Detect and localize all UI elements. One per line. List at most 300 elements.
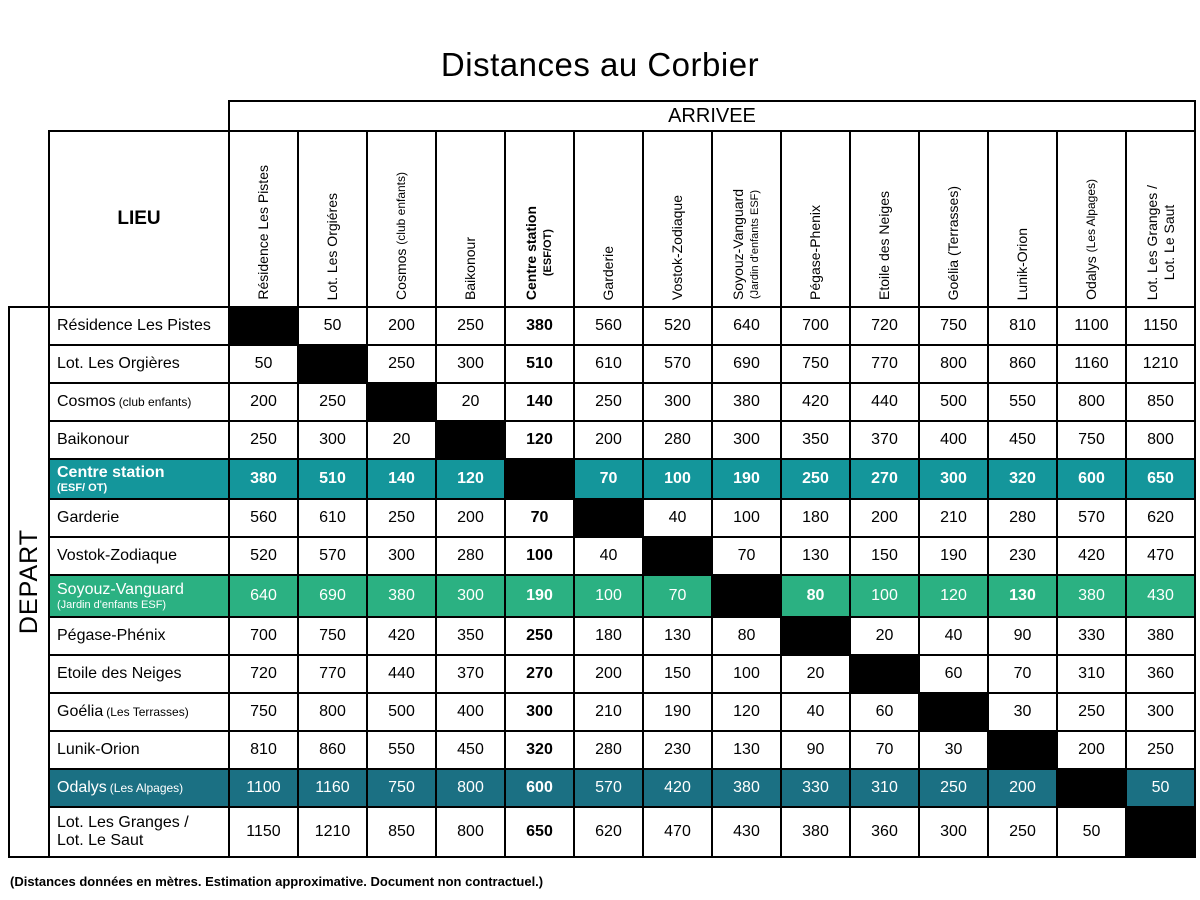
distance-cell: 300 <box>505 693 574 731</box>
distance-cell: 520 <box>643 307 712 345</box>
distance-cell: 190 <box>505 575 574 617</box>
table-row-12 <box>9 769 1195 807</box>
distance-cell: 210 <box>919 499 988 537</box>
distance-cell: 60 <box>850 693 919 731</box>
column-header-text <box>876 191 893 300</box>
distance-cell: 750 <box>367 769 436 807</box>
column-header-main: Lot. Les Orgiéres <box>324 192 341 300</box>
row-header-main: Etoile des Neiges <box>57 665 182 683</box>
distance-cell: 20 <box>436 383 505 421</box>
distance-cell: 380 <box>712 383 781 421</box>
distance-cell: 770 <box>850 345 919 383</box>
row-header-12 <box>49 769 229 807</box>
column-header-11 <box>988 131 1057 307</box>
distance-cell: 120 <box>712 693 781 731</box>
distance-cell: 350 <box>781 421 850 459</box>
row-header-main: Résidence Les Pistes <box>57 317 211 335</box>
distance-cell: 750 <box>781 345 850 383</box>
diagonal-cell <box>574 499 643 537</box>
diagonal-cell <box>367 383 436 421</box>
distance-cell: 470 <box>1126 537 1195 575</box>
distance-cell: 250 <box>574 383 643 421</box>
distance-cell: 640 <box>229 575 298 617</box>
distance-cell: 70 <box>850 731 919 769</box>
table-row-7 <box>9 575 1195 617</box>
distance-cell: 280 <box>436 537 505 575</box>
distance-cell: 120 <box>505 421 574 459</box>
table-row-2 <box>9 383 1195 421</box>
distance-cell: 280 <box>988 499 1057 537</box>
column-header-text <box>523 206 557 300</box>
distance-cell: 300 <box>919 807 988 857</box>
arrivee-header: ARRIVEE <box>229 101 1195 131</box>
distance-cell: 230 <box>643 731 712 769</box>
distance-cell: 550 <box>988 383 1057 421</box>
distance-cell: 380 <box>229 459 298 499</box>
table-row-9 <box>9 655 1195 693</box>
column-header-text <box>669 195 686 300</box>
distance-cell: 20 <box>367 421 436 459</box>
lieu-header: LIEU <box>49 131 229 307</box>
distance-cell: 570 <box>574 769 643 807</box>
distance-cell: 360 <box>850 807 919 857</box>
distance-cell: 200 <box>367 307 436 345</box>
distance-cell: 70 <box>505 499 574 537</box>
column-header-12 <box>1057 131 1126 307</box>
distance-cell: 250 <box>781 459 850 499</box>
distance-cell: 200 <box>574 421 643 459</box>
distance-cell: 70 <box>574 459 643 499</box>
table-row-3 <box>9 421 1195 459</box>
row-header-main: Garderie <box>57 509 120 527</box>
distance-cell: 250 <box>367 345 436 383</box>
arrivee-row <box>9 101 1195 131</box>
distance-cell: 360 <box>1126 655 1195 693</box>
row-header-4 <box>49 459 229 499</box>
distance-cell: 100 <box>712 499 781 537</box>
distance-cell: 90 <box>988 617 1057 655</box>
column-header-main: Garderie <box>600 245 617 300</box>
column-header-7 <box>712 131 781 307</box>
column-header-main: Lot. Les Granges / <box>1143 184 1160 300</box>
distance-cell: 100 <box>574 575 643 617</box>
distance-cell: 510 <box>298 459 367 499</box>
distance-cell: 330 <box>1057 617 1126 655</box>
distance-cell: 560 <box>229 499 298 537</box>
distance-cell: 800 <box>919 345 988 383</box>
column-header-main: Baikonour <box>462 236 479 300</box>
column-header-text <box>807 205 824 300</box>
column-header-main: Cosmos <box>393 248 410 300</box>
column-header-3 <box>436 131 505 307</box>
distance-cell: 320 <box>505 731 574 769</box>
distance-cell: 370 <box>850 421 919 459</box>
distance-cell: 750 <box>229 693 298 731</box>
distance-cell: 860 <box>988 345 1057 383</box>
distance-cell: 440 <box>850 383 919 421</box>
page-title: Distances au Corbier <box>440 46 760 83</box>
row-header-main: Lunik-Orion <box>57 741 140 759</box>
distance-cell: 130 <box>781 537 850 575</box>
row-header-main: Odalys <box>57 779 107 797</box>
distance-cell: 550 <box>367 731 436 769</box>
column-header-sub: (Jardin d'enfants ESF) <box>748 189 761 300</box>
distance-cell: 380 <box>1057 575 1126 617</box>
row-header-5 <box>49 499 229 537</box>
distance-cell: 300 <box>919 459 988 499</box>
distance-cell: 250 <box>367 499 436 537</box>
distance-cell: 330 <box>781 769 850 807</box>
distance-cell: 770 <box>298 655 367 693</box>
corner-spacer-2 <box>9 131 49 307</box>
distance-cell: 440 <box>367 655 436 693</box>
distance-cell: 300 <box>436 575 505 617</box>
distance-cell: 280 <box>574 731 643 769</box>
distance-cell: 750 <box>1057 421 1126 459</box>
distance-cell: 570 <box>1057 499 1126 537</box>
distance-cell: 20 <box>850 617 919 655</box>
table-row-5 <box>9 499 1195 537</box>
column-header-text <box>1014 228 1031 300</box>
distance-cell: 70 <box>643 575 712 617</box>
row-header-8 <box>49 617 229 655</box>
distance-cell: 810 <box>988 307 1057 345</box>
distance-cell: 50 <box>229 345 298 383</box>
depart-header-text: DEPART <box>15 529 43 635</box>
column-header-row <box>9 131 1195 307</box>
distance-cell: 450 <box>436 731 505 769</box>
distance-cell: 230 <box>988 537 1057 575</box>
column-header-13 <box>1126 131 1195 307</box>
distance-cell: 420 <box>1057 537 1126 575</box>
row-header-sub: (ESF/ OT) <box>57 481 108 494</box>
column-header-9 <box>850 131 919 307</box>
diagonal-cell <box>229 307 298 345</box>
row-header-main: Centre station <box>57 463 165 481</box>
column-header-main: Lunik-Orion <box>1014 227 1031 300</box>
distance-cell: 720 <box>850 307 919 345</box>
row-header-main: Vostok-Zodiaque <box>57 547 178 565</box>
distance-cell: 100 <box>712 655 781 693</box>
distance-cell: 70 <box>712 537 781 575</box>
distance-cell: 250 <box>436 307 505 345</box>
distance-cell: 600 <box>1057 459 1126 499</box>
distance-cell: 500 <box>919 383 988 421</box>
row-header-13 <box>49 807 229 857</box>
distance-cell: 180 <box>781 499 850 537</box>
column-header-text <box>945 186 962 300</box>
distance-cell: 150 <box>643 655 712 693</box>
column-header-text <box>324 193 341 300</box>
distance-cell: 430 <box>712 807 781 857</box>
distance-cell: 560 <box>574 307 643 345</box>
column-header-8 <box>781 131 850 307</box>
row-header-small: (Les Alpages) <box>109 781 184 796</box>
distance-cell: 810 <box>229 731 298 769</box>
distance-cell: 350 <box>436 617 505 655</box>
footer-note: (Distances données en mètres. Estimation approximative. Document non contractuel.) <box>10 874 544 889</box>
column-header-main: Vostok-Zodiaque <box>669 194 686 300</box>
distance-cell: 1150 <box>229 807 298 857</box>
column-header-0 <box>229 131 298 307</box>
distance-cell: 1100 <box>1057 307 1126 345</box>
distance-cell: 300 <box>1126 693 1195 731</box>
row-header-7 <box>49 575 229 617</box>
distance-cell: 300 <box>643 383 712 421</box>
depart-header <box>9 307 49 857</box>
row-header-main: Lot. Les Granges / <box>57 814 189 832</box>
distance-cell: 850 <box>367 807 436 857</box>
diagonal-cell <box>988 731 1057 769</box>
distance-cell: 420 <box>643 769 712 807</box>
distance-cell: 380 <box>367 575 436 617</box>
distance-cell: 190 <box>712 459 781 499</box>
distance-cell: 30 <box>988 693 1057 731</box>
distance-cell: 750 <box>919 307 988 345</box>
row-header-sub: (Jardin d'enfants ESF) <box>57 598 167 611</box>
distance-cell: 400 <box>436 693 505 731</box>
table-wrap <box>8 100 1196 858</box>
distance-cell: 280 <box>643 421 712 459</box>
diagonal-cell <box>919 693 988 731</box>
distance-cell: 1160 <box>1057 345 1126 383</box>
distance-cell: 380 <box>781 807 850 857</box>
distance-cell: 180 <box>574 617 643 655</box>
row-header-2 <box>49 383 229 421</box>
distance-cell: 310 <box>1057 655 1126 693</box>
diagonal-cell <box>505 459 574 499</box>
column-header-text <box>1144 185 1178 300</box>
row-header-main: Cosmos <box>57 393 116 411</box>
column-header-sub: (ESF/OT) <box>541 229 554 277</box>
distance-cell: 250 <box>988 807 1057 857</box>
column-header-1 <box>298 131 367 307</box>
column-header-line2: Lot. Le Saut <box>1160 204 1177 281</box>
distance-cell: 720 <box>229 655 298 693</box>
distance-cell: 300 <box>712 421 781 459</box>
column-header-main: Etoile des Neiges <box>876 191 893 300</box>
distance-cell: 250 <box>1126 731 1195 769</box>
distance-cell: 190 <box>919 537 988 575</box>
distance-cell: 20 <box>781 655 850 693</box>
distance-cell: 800 <box>436 807 505 857</box>
distance-cell: 400 <box>919 421 988 459</box>
distance-cell: 100 <box>643 459 712 499</box>
table-row-13 <box>9 807 1195 857</box>
distance-cell: 210 <box>574 693 643 731</box>
diagonal-cell <box>1126 807 1195 857</box>
row-header-main: Soyouz-Vanguard <box>57 580 184 598</box>
table-row-10 <box>9 693 1195 731</box>
column-header-text <box>730 189 764 300</box>
distance-cell: 1210 <box>1126 345 1195 383</box>
row-header-main: Baikonour <box>57 431 130 449</box>
distance-cell: 450 <box>988 421 1057 459</box>
distance-cell: 200 <box>1057 731 1126 769</box>
column-header-text <box>600 246 617 300</box>
distance-cell: 100 <box>850 575 919 617</box>
column-header-main: Soyouz-Vanguard <box>729 188 746 300</box>
row-header-6 <box>49 537 229 575</box>
column-header-text <box>462 237 479 300</box>
distance-cell: 430 <box>1126 575 1195 617</box>
distance-cell: 570 <box>298 537 367 575</box>
column-header-main: Goélia (Terrasses) <box>945 185 962 300</box>
distance-cell: 250 <box>1057 693 1126 731</box>
distance-cell: 70 <box>988 655 1057 693</box>
distance-cell: 500 <box>367 693 436 731</box>
row-header-line2: Lot. Le Saut <box>57 832 144 849</box>
row-header-0 <box>49 307 229 345</box>
distance-cell: 250 <box>919 769 988 807</box>
table-row-11 <box>9 731 1195 769</box>
distance-cell: 250 <box>505 617 574 655</box>
distance-cell: 80 <box>781 575 850 617</box>
distance-cell: 310 <box>850 769 919 807</box>
distance-cell: 600 <box>505 769 574 807</box>
distance-cell: 270 <box>850 459 919 499</box>
column-header-4 <box>505 131 574 307</box>
distance-cell: 200 <box>436 499 505 537</box>
row-header-main: Goélia <box>57 703 104 721</box>
distance-cell: 300 <box>367 537 436 575</box>
row-header-small: (Les Terrasses) <box>106 705 189 720</box>
column-header-text <box>255 165 272 300</box>
distance-cell: 50 <box>1126 769 1195 807</box>
column-header-text <box>393 172 410 300</box>
distance-cell: 800 <box>436 769 505 807</box>
row-header-11 <box>49 731 229 769</box>
distance-cell: 60 <box>919 655 988 693</box>
distance-cell: 40 <box>643 499 712 537</box>
distance-cell: 420 <box>781 383 850 421</box>
distance-cell: 620 <box>1126 499 1195 537</box>
column-header-main: Centre station <box>522 205 539 300</box>
distance-cell: 1210 <box>298 807 367 857</box>
distance-cell: 640 <box>712 307 781 345</box>
column-header-main: Odalys <box>1083 256 1100 300</box>
row-header-small: (club enfants) <box>118 395 192 410</box>
diagonal-cell <box>1057 769 1126 807</box>
table-row-1 <box>9 345 1195 383</box>
distance-cell: 140 <box>505 383 574 421</box>
distance-cell: 1150 <box>1126 307 1195 345</box>
row-header-1 <box>49 345 229 383</box>
distance-cell: 250 <box>229 421 298 459</box>
row-header-10 <box>49 693 229 731</box>
distance-cell: 1100 <box>229 769 298 807</box>
distance-cell: 690 <box>298 575 367 617</box>
distance-cell: 300 <box>298 421 367 459</box>
distance-cell: 120 <box>436 459 505 499</box>
distance-cell: 100 <box>505 537 574 575</box>
column-header-main: Résidence Les Pistes <box>255 165 272 300</box>
diagonal-cell <box>781 617 850 655</box>
distance-cell: 650 <box>1126 459 1195 499</box>
distance-cell: 850 <box>1126 383 1195 421</box>
distance-cell: 470 <box>643 807 712 857</box>
table-row-0 <box>9 307 1195 345</box>
column-header-text <box>1083 179 1100 300</box>
diagonal-cell <box>436 421 505 459</box>
diagonal-cell <box>298 345 367 383</box>
distance-cell: 750 <box>298 617 367 655</box>
distance-cell: 800 <box>1057 383 1126 421</box>
distance-cell: 370 <box>436 655 505 693</box>
distance-cell: 700 <box>781 307 850 345</box>
distance-cell: 380 <box>505 307 574 345</box>
distance-cell: 610 <box>298 499 367 537</box>
column-header-small: (Les Alpages) <box>1084 179 1099 253</box>
distance-cell: 1160 <box>298 769 367 807</box>
distance-cell: 40 <box>574 537 643 575</box>
distance-cell: 80 <box>712 617 781 655</box>
column-header-main: Pégase-Phenix <box>807 205 824 300</box>
distance-cell: 700 <box>229 617 298 655</box>
distance-table <box>8 100 1196 858</box>
diagonal-cell <box>850 655 919 693</box>
distance-cell: 140 <box>367 459 436 499</box>
table-row-4 <box>9 459 1195 499</box>
distance-cell: 40 <box>919 617 988 655</box>
distance-cell: 570 <box>643 345 712 383</box>
distance-cell: 250 <box>298 383 367 421</box>
distance-cell: 130 <box>643 617 712 655</box>
distance-cell: 510 <box>505 345 574 383</box>
column-header-small: (club enfants) <box>394 172 409 245</box>
column-header-6 <box>643 131 712 307</box>
distance-cell: 800 <box>298 693 367 731</box>
column-header-2 <box>367 131 436 307</box>
row-header-9 <box>49 655 229 693</box>
distance-cell: 200 <box>229 383 298 421</box>
row-header-3 <box>49 421 229 459</box>
distance-cell: 420 <box>367 617 436 655</box>
distance-cell: 800 <box>1126 421 1195 459</box>
distance-cell: 50 <box>298 307 367 345</box>
table-row-8 <box>9 617 1195 655</box>
distance-cell: 90 <box>781 731 850 769</box>
distance-cell: 190 <box>643 693 712 731</box>
distance-cell: 200 <box>850 499 919 537</box>
column-header-10 <box>919 131 988 307</box>
distance-cell: 130 <box>712 731 781 769</box>
distance-cell: 150 <box>850 537 919 575</box>
distance-cell: 860 <box>298 731 367 769</box>
distance-cell: 520 <box>229 537 298 575</box>
distance-cell: 380 <box>712 769 781 807</box>
distance-cell: 200 <box>574 655 643 693</box>
distance-cell: 610 <box>574 345 643 383</box>
column-header-5 <box>574 131 643 307</box>
row-header-main: Lot. Les Orgières <box>57 355 180 373</box>
distance-cell: 120 <box>919 575 988 617</box>
distance-cell: 50 <box>1057 807 1126 857</box>
distance-cell: 620 <box>574 807 643 857</box>
distance-cell: 380 <box>1126 617 1195 655</box>
distance-cell: 130 <box>988 575 1057 617</box>
diagonal-cell <box>712 575 781 617</box>
distance-cell: 300 <box>436 345 505 383</box>
row-header-main: Pégase-Phénix <box>57 627 166 645</box>
distance-cell: 30 <box>919 731 988 769</box>
distance-cell: 270 <box>505 655 574 693</box>
distance-cell: 40 <box>781 693 850 731</box>
diagonal-cell <box>643 537 712 575</box>
distance-cell: 650 <box>505 807 574 857</box>
distance-cell: 320 <box>988 459 1057 499</box>
table-row-6 <box>9 537 1195 575</box>
